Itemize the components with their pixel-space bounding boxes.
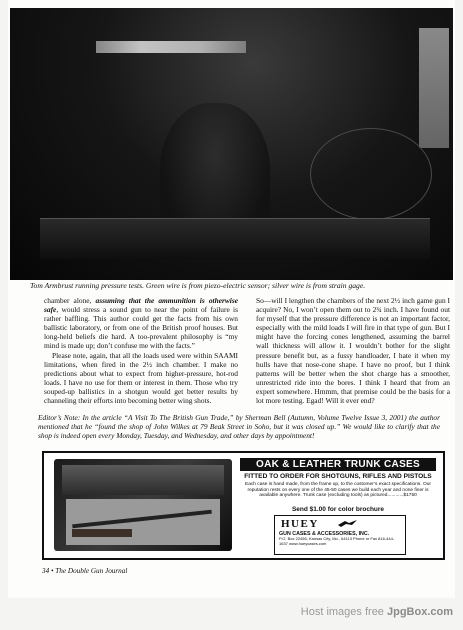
paragraph-text: chamber alone, xyxy=(44,296,96,305)
page-folio: 34 • The Double Gun Journal xyxy=(42,567,128,575)
company-name: GUN CASES & ACCESSORIES, INC. xyxy=(279,531,370,537)
huey-logo-block xyxy=(274,515,406,555)
ad-title: OAK & LEATHER TRUNK CASES xyxy=(240,458,436,471)
gun-case-image xyxy=(54,459,232,551)
company-address: P.O. Box 22456, Kansas City, Mo., 64113 Phone or Fax 816-444-1637 www.hueycases.com xyxy=(279,536,395,546)
ad-brochure-offer: Send $1.00 for color brochure xyxy=(291,506,385,513)
ad-body: Each case is hand made, from the frame up, to the customer’s exact specifications. Our reputation rests on every one of the 45-50 cases we build each year and none finer is available anywhere. Trunk case (excluding tools) as pictured............$1750 xyxy=(245,482,431,499)
host-watermark xyxy=(301,606,453,618)
paragraph xyxy=(44,296,238,351)
paragraph-text: , would stress a sound gun to near the point of failure is rather baffling. This author could get the facts from his own ballistic laboratory, or from one of the British proof houses. But long-held beliefs die hard. A too-prevalent philosophy is “my mind is made up; don’t confuse me with the facts.” xyxy=(44,305,238,351)
photo-caption: Tom Armbrust running pressure tests. Green wire is from piezo-electric sensor; silver wire is from strain gage. xyxy=(30,281,366,290)
shotgun-stock xyxy=(72,529,132,537)
gun-case-lid xyxy=(62,465,224,495)
watermark-brand: JpgBox.com xyxy=(386,606,453,618)
magazine-page xyxy=(8,0,455,598)
photo-wire-coil xyxy=(310,128,432,220)
pressure-test-photo xyxy=(10,8,453,280)
editor-note: Editor’s Note: In the article “A Visit To The British Gun Trade,” by Sherman Bell (Autumn, Volume Twelve Issue 3, 2001) the author mentioned that he “found the shop of John Wilkes at 79 Beak Street in Soho, but it was closed up.” We would like to clarify that the shop is indeed open every Monday, Tuesday, and Wednesday, and other days by appointment! xyxy=(38,413,440,441)
photo-workbench xyxy=(40,218,430,259)
ad-subtitle: FITTED TO ORDER FOR SHOTGUNS, RIFLES AND PISTOLS xyxy=(244,473,432,480)
bird-logo-icon xyxy=(337,519,359,528)
article-column-right xyxy=(256,296,450,405)
advertisement-huey-cases xyxy=(42,451,445,560)
photo-window-light xyxy=(96,41,246,53)
paragraph: So—will I lengthen the chambers of the next 2½ inch game gun I acquire? No, I won’t open them out to 2¾ inch. I have found out for myself that the pressure difference is not an important factor, especially with the mild loads I will fire in that type of gun. But I might have the forcing cones lengthened, assuming the barrel wall thickness will allow it. I wouldn’t bother for the slight pressure benefit but, as a fussy handloader, I hate it when my hulls have that nose-cone shape. I have no proof, but I think patterns will be better when the shot charge has a smoother, unrestricted ride into the bores. I think I heard that from an expert somewhere. Hmmm, that premise could be the basis for a lot more testing. Egad! Will it ever end? xyxy=(256,296,450,406)
watermark-text: Host images free xyxy=(300,606,387,618)
article-column-left xyxy=(44,296,238,405)
photo-door-light xyxy=(419,28,449,148)
emphasis-text: assuming that the ammunition is otherwise safe xyxy=(44,296,238,315)
brand-name: HUEY xyxy=(281,518,319,530)
paragraph-text: Please note, again, that all the loads used were within SAAMI limitations, when fired in the 2½ inch chamber. I make no predictions about what to expect from higher-pressure, hot-rod loads. I have no use for them or interest in them. Those who try souped-up ballistics in a shotgun would get better results by channeling their efforts into becoming better wing shots. xyxy=(44,350,238,406)
paragraph xyxy=(44,351,238,406)
